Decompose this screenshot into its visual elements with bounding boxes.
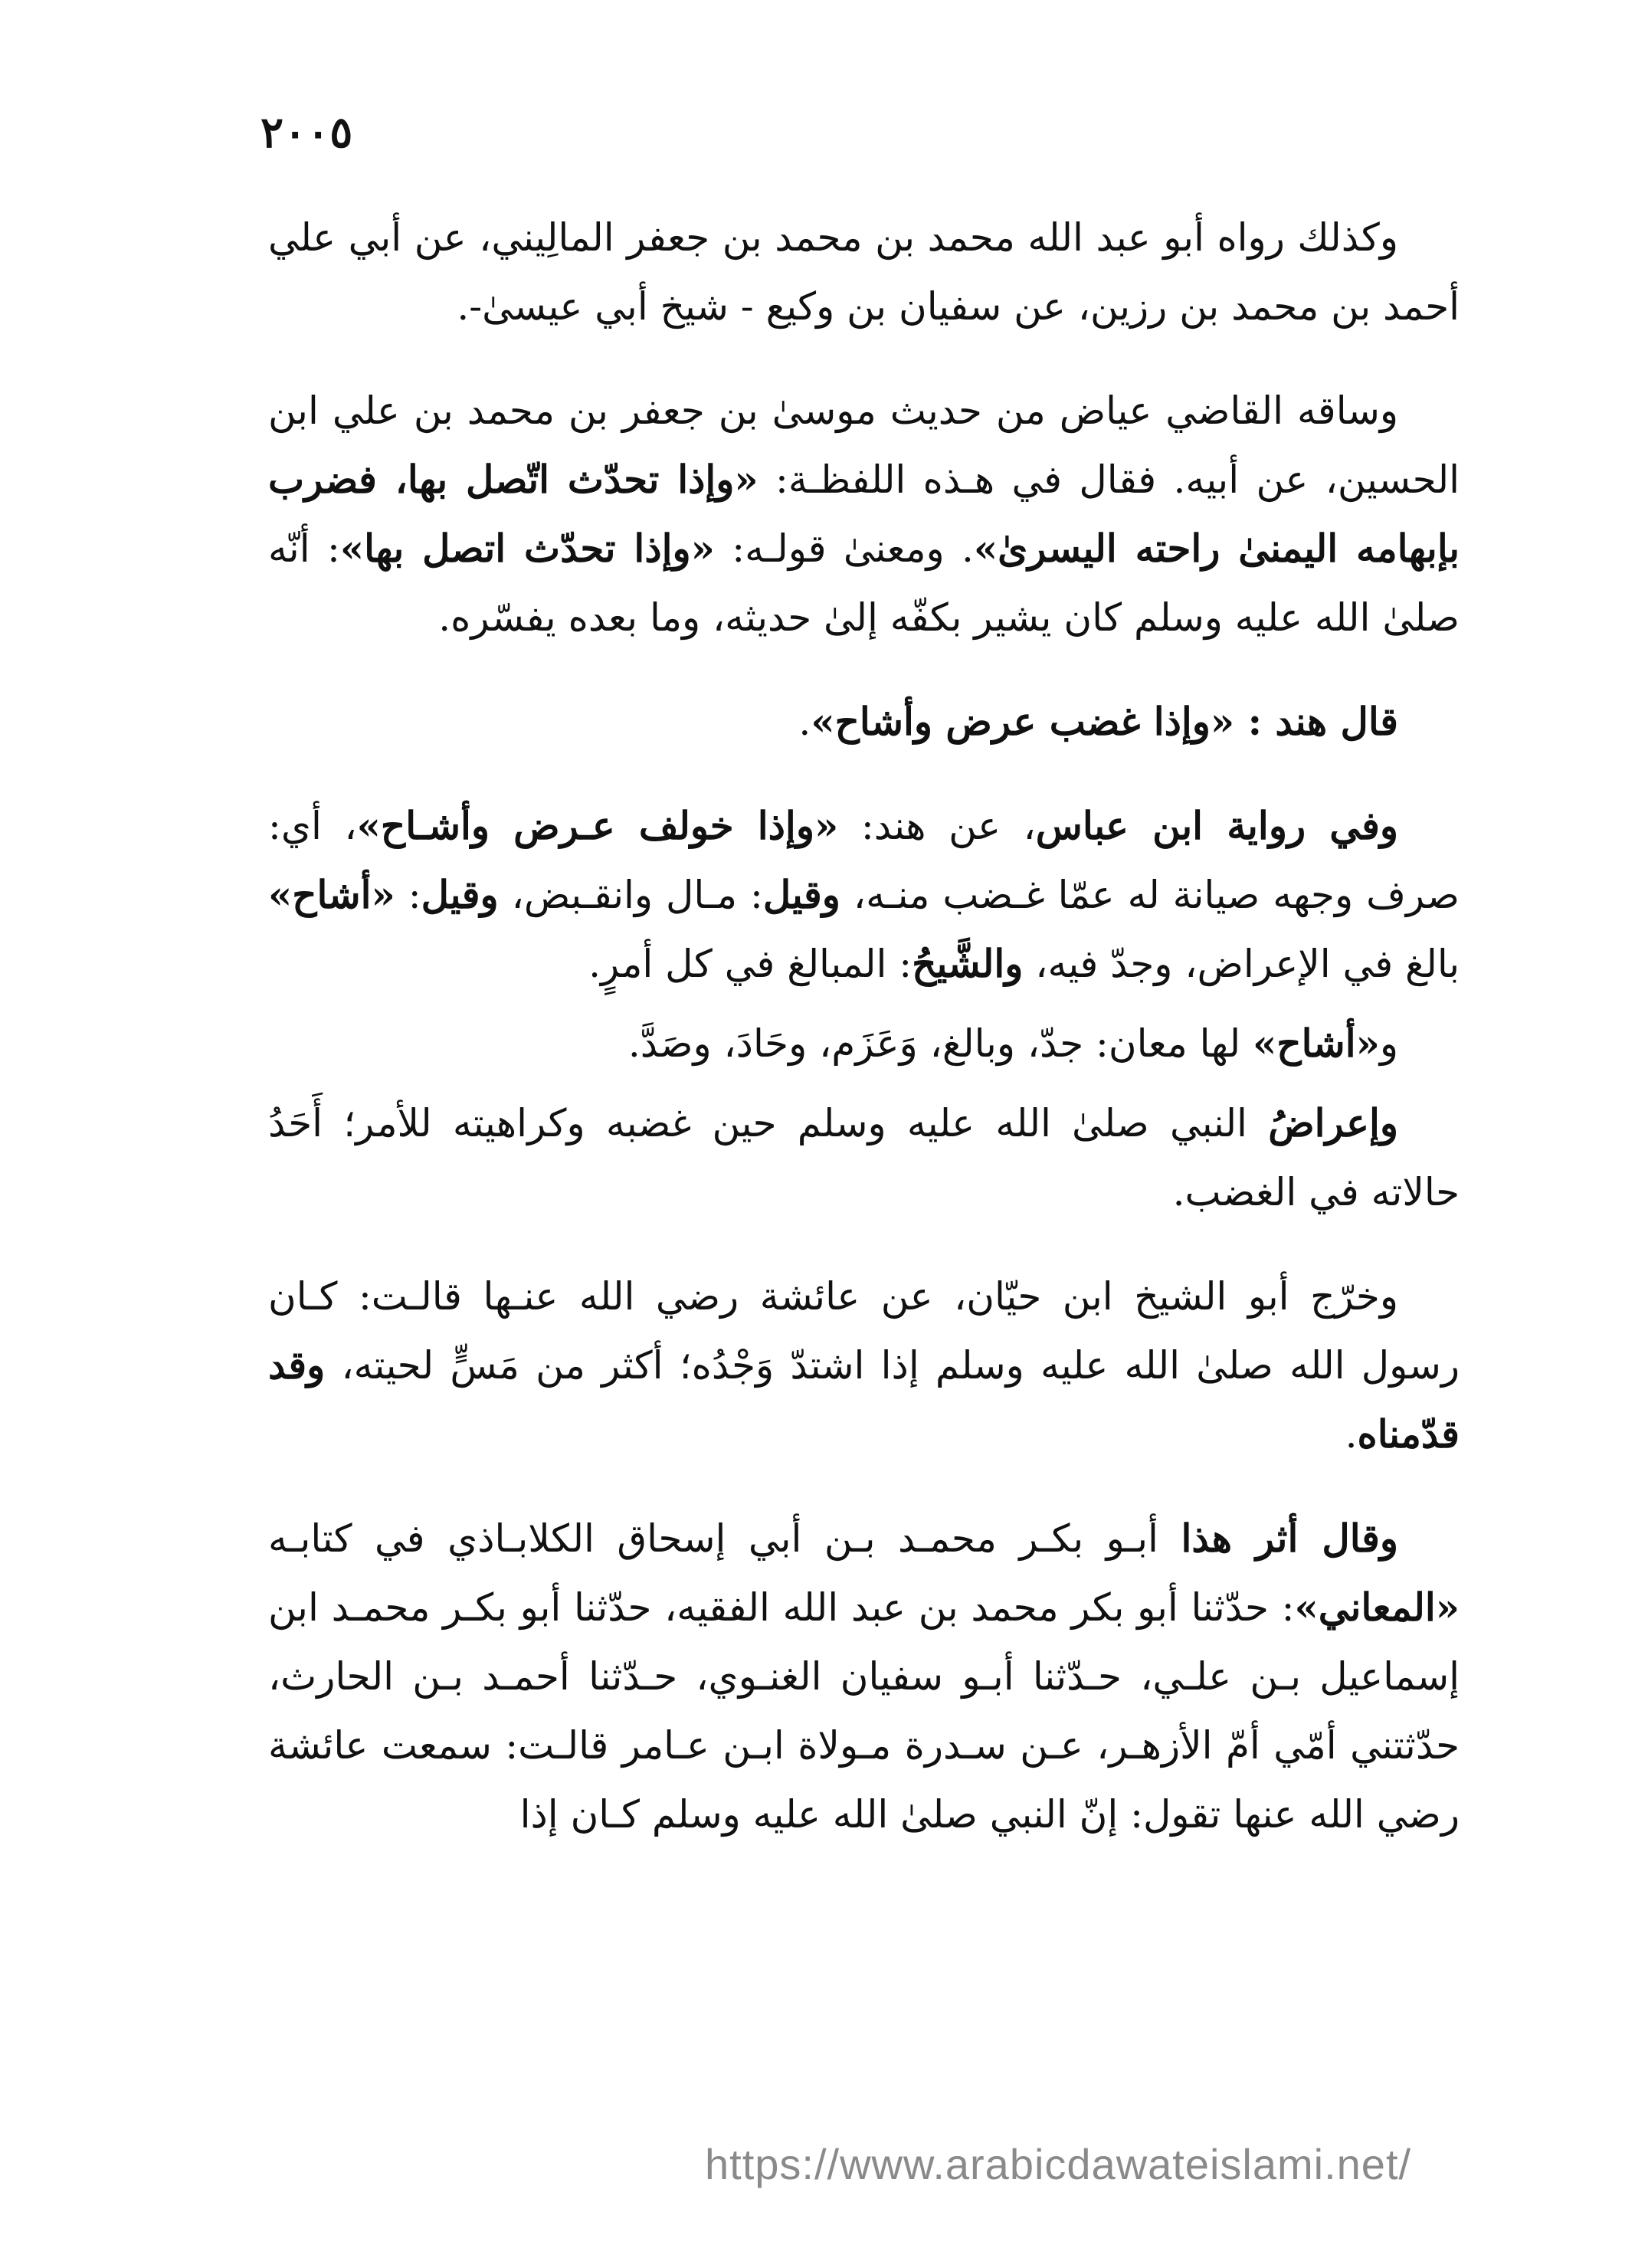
watermark-url: https://www.arabicdawateislami.net/: [705, 2140, 1412, 2188]
paragraph-4-part-11: والشَّيحُ: [912, 941, 1024, 986]
paragraph-1: [268, 203, 1460, 341]
paragraph-6-part-2: النبي صلىٰ الله عليه وسلم حين غضبه وكراهيته للأمر؛ أَحَدُ حالاته في الغضب.: [268, 1101, 1460, 1214]
paragraph-7: [268, 1262, 1460, 1469]
paragraph-5-part-1: و: [1379, 1021, 1398, 1066]
paragraph-4-part-5: وقيل: [762, 872, 840, 917]
paragraph-5-quote: «أشاح»: [1253, 1021, 1380, 1066]
paragraph-8-part-2: أبـو بكـر محمـد بـن أبي إسحاق الكلابـاذي في كتابـه: [268, 1516, 1181, 1561]
paragraph-7-part-1: وخرّج أبو الشيخ ابن حيّان، عن عائشة رضي الله عنـها قالـت: كـان رسول الله صلىٰ الله عليه وسلم إذا اشتدّ وَجْدُه؛ أكثر من مَسٍّ لحيته،: [268, 1274, 1460, 1388]
paragraph-3-part-3: .: [798, 700, 811, 744]
paragraph-3-quote: «وإذا غضب عرض وأشاح»: [811, 699, 1235, 744]
paragraph-2-quote-2: «وإذا تحدّث اتصل بها»: [339, 526, 715, 571]
page-number: ٢٠٠٥: [260, 107, 353, 158]
paragraph-2-part-1: وساقه القاضي عياض من حديث موسىٰ بن جعفر بن محمد بن علي ابن الحسين، عن أبيه. فقال في هـذه اللفظـة:: [268, 388, 1460, 502]
paragraph-8-book-title: «المعاني»: [1294, 1585, 1460, 1630]
paragraph-3: [268, 687, 1460, 756]
paragraph-3-part-1: قال هند :: [1234, 699, 1398, 744]
paragraph-8-part-4: : حدّثنا أبو بكر محمد بن عبد الله الفقيه، حدّثنا أبو بكـر محمـد ابن إسماعيل بـن علـي، حـدّثنا أبـو سفيان الغنـوي، حـدّثنا أحمـد بـن الحارث، حدّثتني أمّي أمّ الأزهـر، عـن سـدرة مـولاة ابـن عـامر قالـت: سمعت عائشة رضي الله عنها تقول: إنّ النبي صلىٰ الله عليه وسلم كـان إذا: [268, 1585, 1460, 1837]
paragraph-5: [268, 1009, 1460, 1078]
paragraph-6-part-1: وإعراضُ: [1268, 1100, 1398, 1145]
paragraph-4-part-9: «أشاح»: [268, 872, 395, 917]
paragraph-4-part-4: ، أي: صرف وجهه صيانة له عمّا غـضب منـه،: [268, 804, 1460, 917]
paragraph-4-part-10: بالغ في الإعراض، وجدّ فيه،: [1023, 942, 1460, 986]
paragraph-7-part-3: .: [1345, 1412, 1358, 1457]
paragraph-4-part-1: وفي رواية ابن عباس: [1035, 803, 1398, 848]
paragraph-4: [268, 792, 1460, 998]
paragraph-4-part-2: ، عن هند:: [838, 804, 1036, 848]
body-text: [268, 203, 1460, 1870]
paragraph-4-quote: «وإذا خولف عـرض وأشـاح»: [356, 803, 839, 848]
paragraph-4-part-7: وقيل: [421, 872, 499, 917]
paragraph-2-part-5: : أنّه صلىٰ الله عليه وسلم كان يشير بكفّه إلىٰ حديثه، وما بعده يفسّره.: [268, 526, 1460, 640]
paragraph-7-part-2: وقد قدّمناه: [268, 1342, 1460, 1457]
paragraph-4-part-12: : المبالغ في كل أمرٍ.: [588, 942, 913, 986]
paragraph-1-text: وكذلك رواه أبو عبد الله محمد بن محمد بن جعفر المالِيني، عن أبي علي أحمد بن محمد بن رزين، عن سفيان بن وكيع - شيخ أبي عيسىٰ-.: [268, 215, 1460, 329]
paragraph-8-part-1: وقال أثر هذا: [1181, 1516, 1398, 1561]
paragraph-8: [268, 1504, 1460, 1849]
paragraph-2-part-3: . ومعنىٰ قولـه:: [714, 526, 974, 571]
paragraph-2: [268, 376, 1460, 652]
paragraph-6: [268, 1089, 1460, 1227]
paragraph-4-part-8: :: [395, 873, 421, 917]
paragraph-2-quote-1: «وإذا تحدّث اتّصل بها، فضرب بإبهامه اليمنىٰ راحته اليسرىٰ»: [268, 457, 1460, 571]
paragraph-5-part-3: لها معان: جدّ، وبالغ، وَعَزَم، وحَادَ، وصَدَّ.: [627, 1021, 1253, 1066]
paragraph-4-part-6: : مـال وانقـبض،: [498, 873, 763, 917]
